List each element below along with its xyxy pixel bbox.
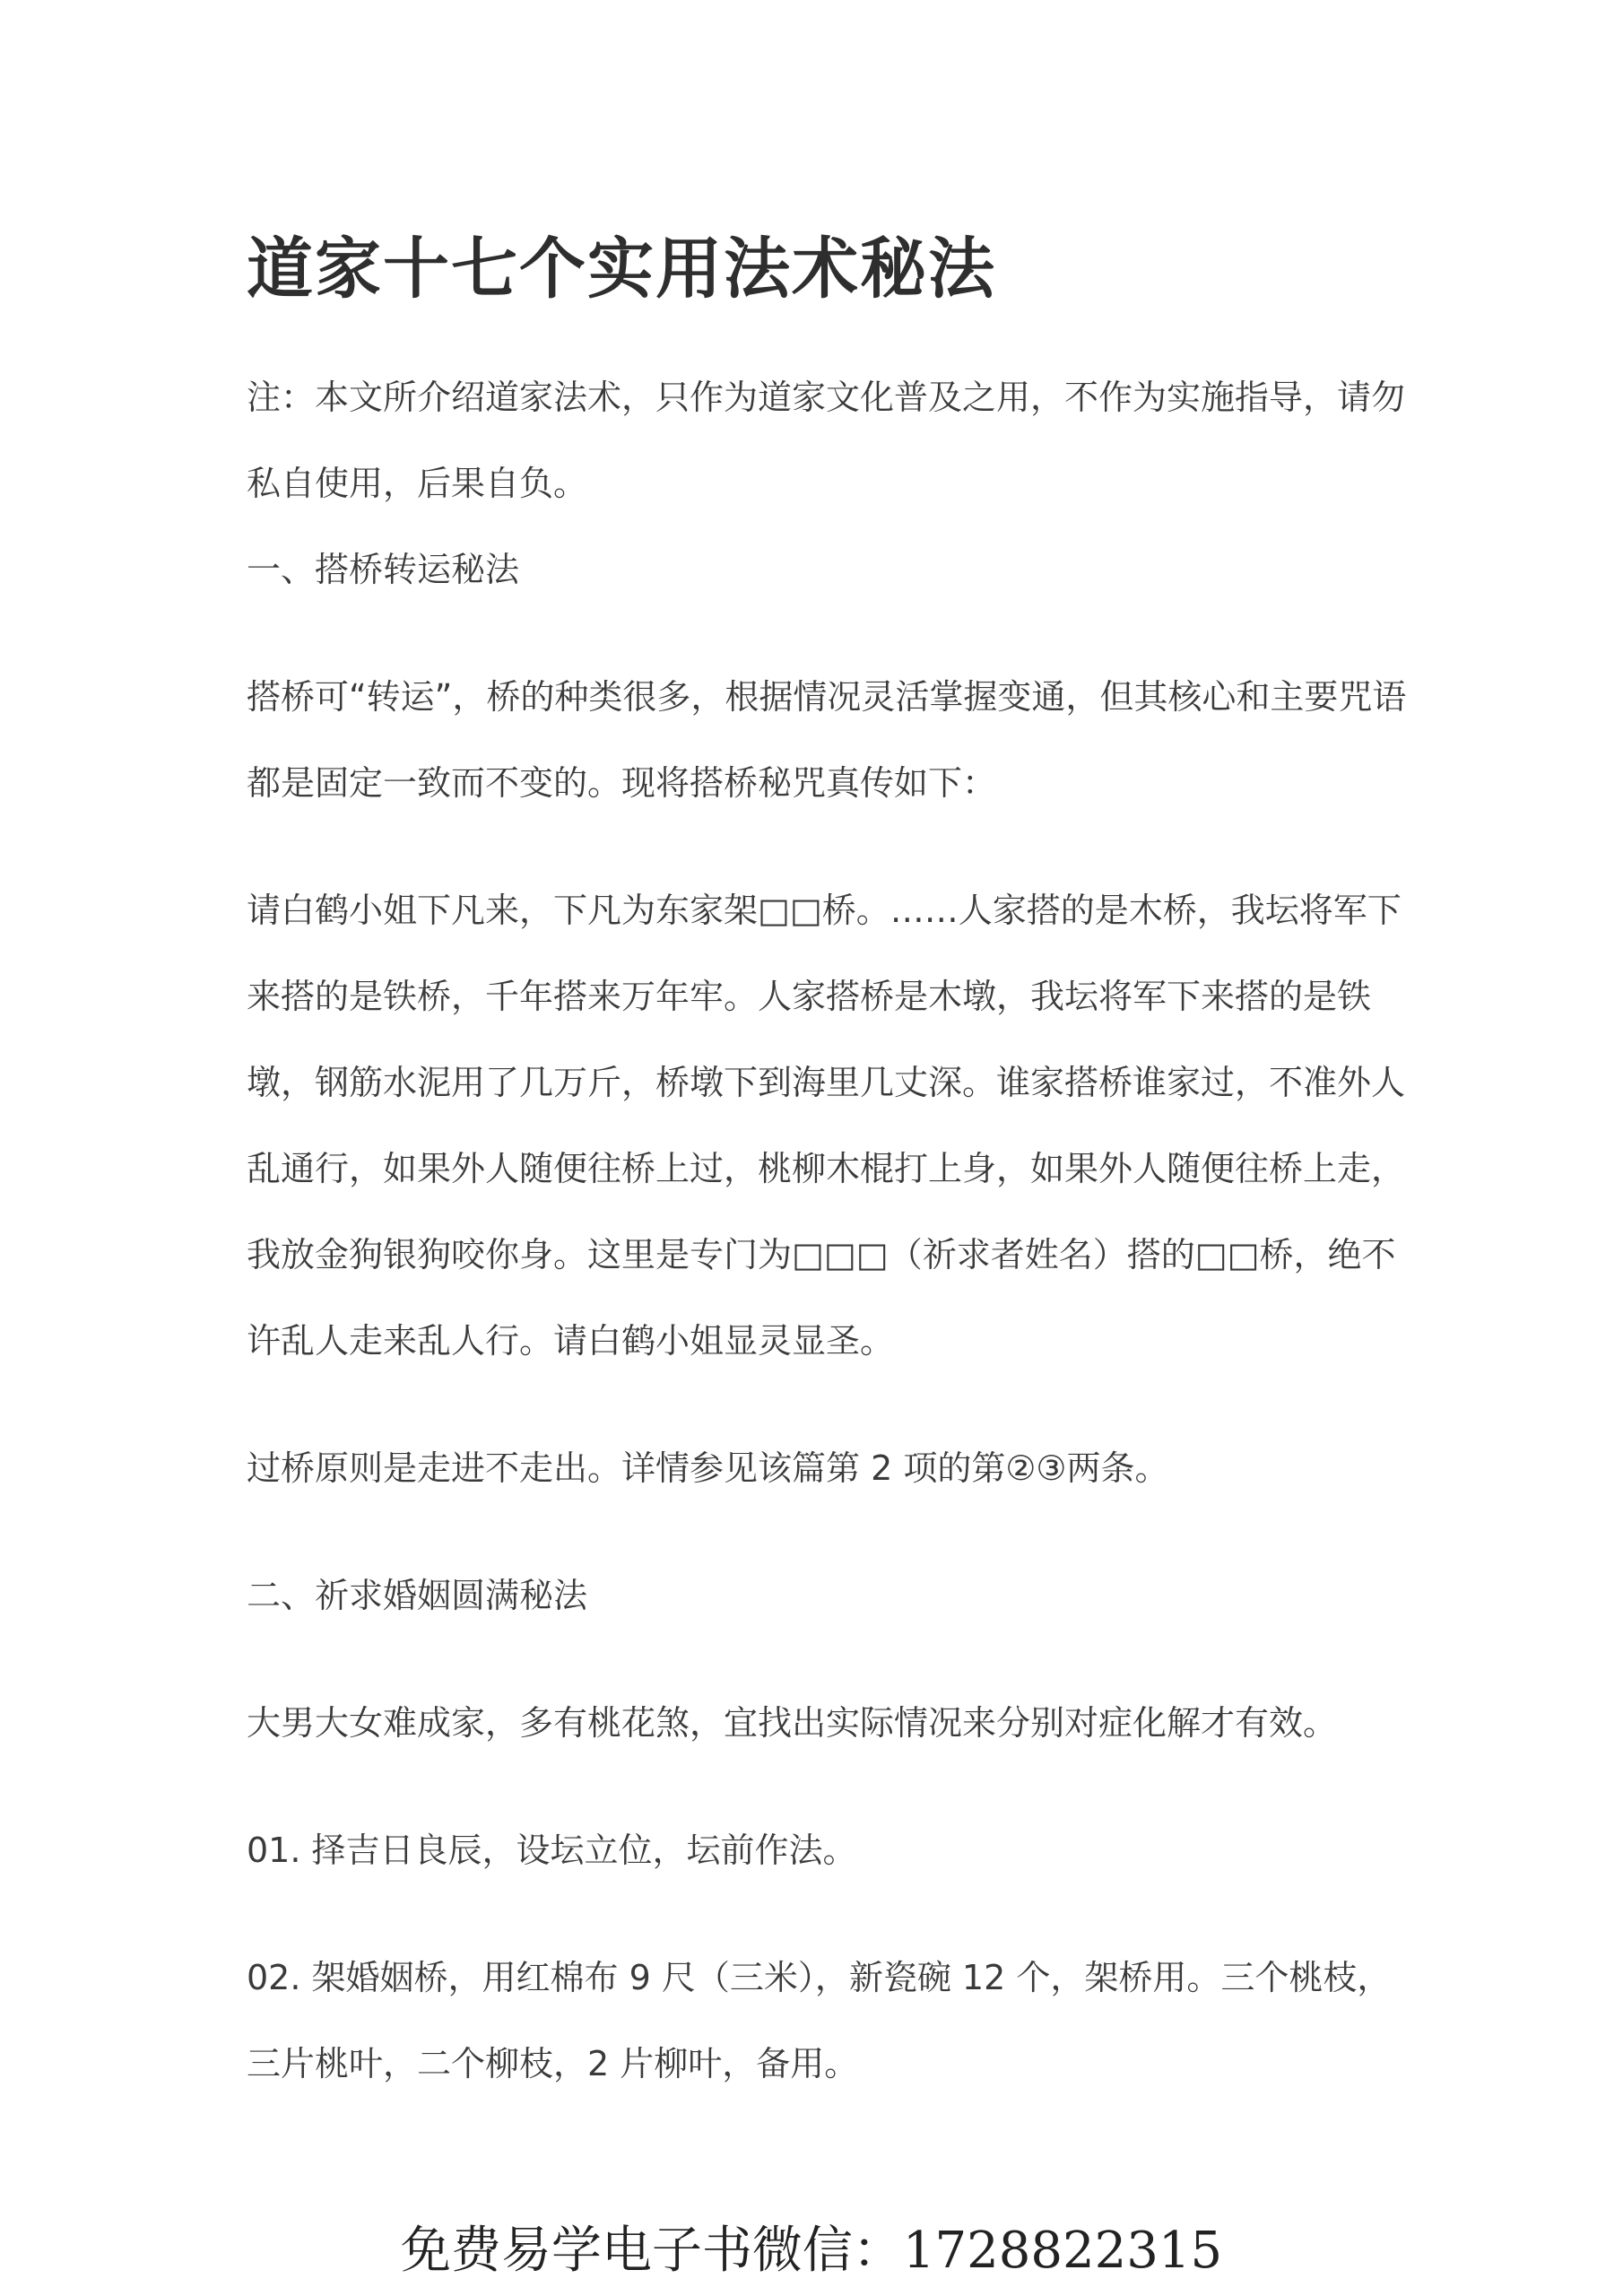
document-title: 道家十七个实用法术秘法 (247, 230, 996, 308)
marriage-intro-paragraph: 大男大女难成家，多有桃花煞，宜找出实际情况来分别对症化解才有效。 (247, 1703, 1338, 1743)
section-heading-2: 二、祈求婚姻圆满秘法 (247, 1576, 588, 1615)
document-body (247, 220, 1412, 2148)
disclaimer-paragraph: 注：本文所介绍道家法术，只作为道家文化普及之用，不作为实施指导，请勿私自使用，后果自负。 (247, 378, 1406, 503)
incantation-paragraph: 请白鹤小姐下凡来，下凡为东家架□□桥。……人家搭的是木桥，我坛将军下来搭的是铁桥，千年搭来万年牢。人家搭桥是木墩，我坛将军下来搭的是铁墩，钢筋水泥用了几万斤，桥墩下到海里几丈深。谁家搭桥谁家过，不准外人乱通行，如果外人随便往桥上过，桃柳木棍打上身，如果外人随便往桥上走，我放金狗银狗咬你身。这里是专门为□□□（祈求者姓名）搭的□□桥，绝不许乱人走来乱人行。请白鹤小姐显灵显圣。 (247, 891, 1406, 1361)
step-01-paragraph: 01. 择吉日良辰，设坛立位，坛前作法。 (247, 1831, 857, 1870)
section-heading-1: 一、搭桥转运秘法 (247, 550, 520, 589)
intro-paragraph: 搭桥可“转运”，桥的种类很多，根据情况灵活掌握变通，但其核心和主要咒语都是固定一致而不变的。现将搭桥秘咒真传如下： (247, 677, 1407, 803)
footer-watermark-text: 免费易学电子书微信：1728822315 (400, 2222, 1223, 2280)
principle-paragraph: 过桥原则是走进不走出。详情参见该篇第 2 项的第②③两条。 (247, 1448, 1169, 1488)
step-02-paragraph: 02. 架婚姻桥，用红棉布 9 尺（三米），新瓷碗 12 个，架桥用。三个桃枝，三片桃叶，二个柳枝，2 片柳叶，备用。 (247, 1958, 1392, 2083)
